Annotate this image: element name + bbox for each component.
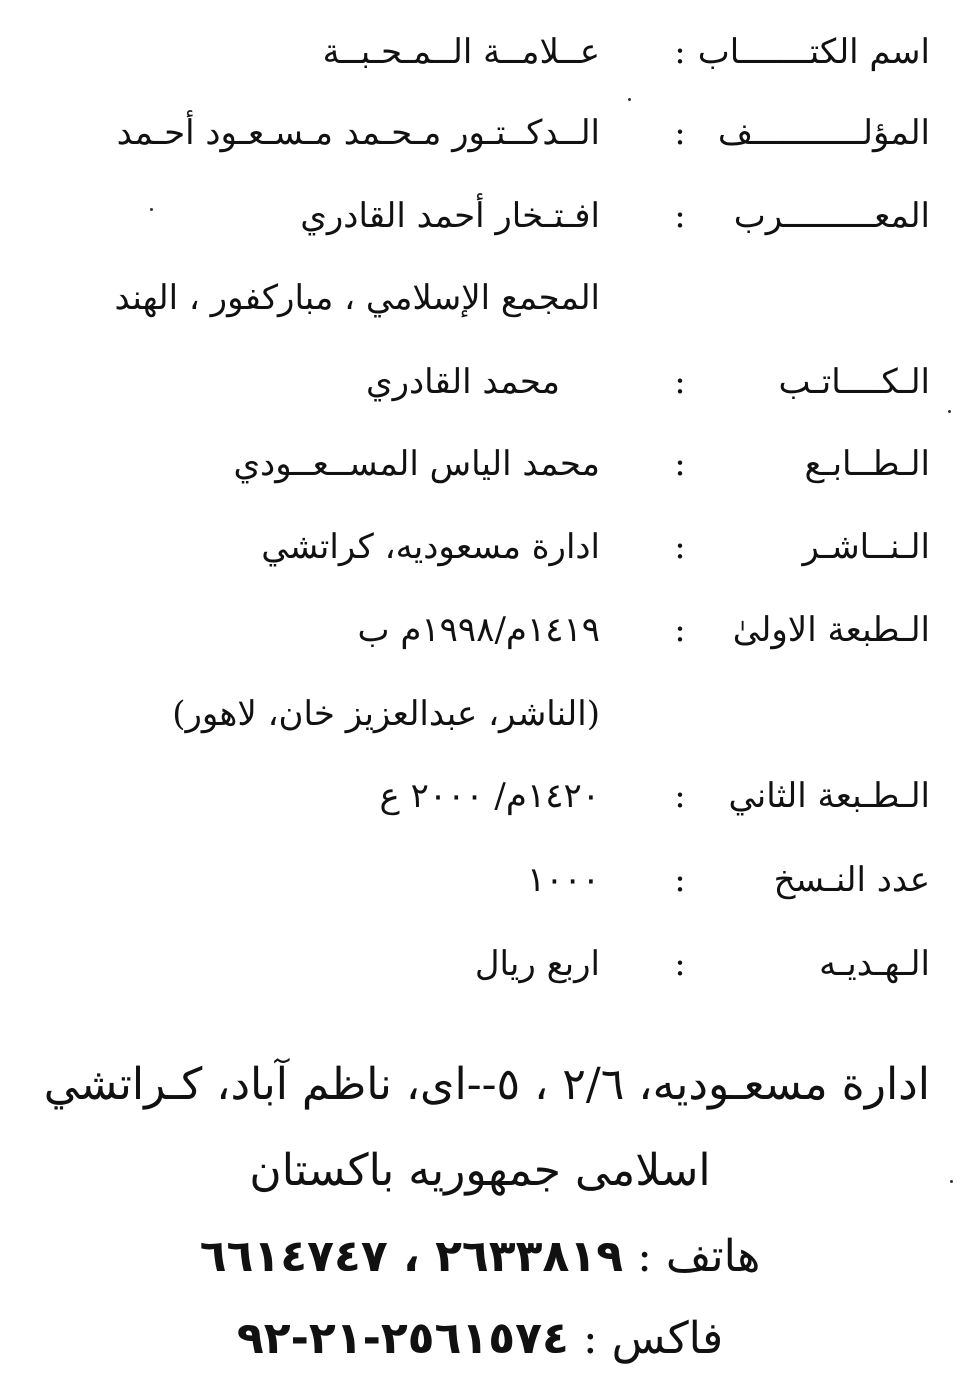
detail-row-copies: [30, 850, 930, 910]
detail-row-first-edition: [30, 600, 930, 660]
detail-label: الـطــابـع: [804, 444, 930, 484]
footer-phone: [20, 1222, 940, 1292]
detail-row-price: [30, 934, 930, 994]
detail-row-printer: [30, 434, 930, 494]
detail-label: الـنــاشـر: [802, 527, 930, 567]
detail-row-book-title: [30, 22, 930, 82]
detail-value: ادارة مسعوديه، كراتشي: [261, 527, 600, 567]
detail-colon: :: [674, 610, 686, 650]
detail-colon: :: [674, 196, 686, 236]
detail-value: محمد القادري: [365, 362, 560, 402]
detail-label: الـكــــاتـب: [778, 362, 930, 402]
footer-address: ادارة مسعـوديه، ٢/٦ ، ٥--اى، ناظم آباد، كـراتشي: [43, 1059, 930, 1110]
detail-row-author: [30, 103, 930, 163]
detail-colon: :: [674, 527, 686, 567]
detail-value: ١٤١٩م/١٩٩٨م ب: [357, 610, 600, 650]
detail-label: المعـــــــــرب: [733, 196, 930, 236]
detail-value: المجمع الإسلامي ، مباركفور ، الهند: [114, 278, 600, 318]
detail-label: الـهـديـه: [819, 944, 930, 984]
phone-label: هاتف :: [637, 1231, 761, 1282]
detail-value: (الناشر، عبدالعزيز خان، لاهور): [172, 694, 600, 734]
detail-value: ١٠٠٠: [526, 860, 600, 900]
fax-label: فاكس :: [582, 1313, 724, 1364]
scan-speck: [628, 98, 631, 101]
detail-row-second-edition: [30, 766, 930, 826]
detail-value: محمد الياس المســعــودي: [233, 444, 600, 484]
detail-label: المؤلـــــــــــف: [717, 113, 930, 153]
scan-speck: [950, 1180, 953, 1183]
detail-colon: :: [674, 860, 686, 900]
detail-colon: :: [674, 944, 686, 984]
detail-value: افـتـخار أحمد القادري: [300, 196, 600, 236]
detail-value: ١٤٢٠م/ ٢٠٠٠ ع: [379, 776, 600, 816]
detail-colon: :: [674, 776, 686, 816]
detail-value: عــلامــة الــمـحـبــة: [322, 32, 600, 72]
footer-fax: [20, 1304, 940, 1374]
detail-value: الــدكــتـور مـحـمد مـسـعـود أحـمد: [116, 113, 600, 153]
scan-speck: [948, 410, 951, 413]
detail-label: عدد النـسخ: [773, 860, 930, 900]
detail-colon: :: [674, 362, 686, 402]
fax-number: ٢٥٦١٥٧٤-٢١-٩٢: [236, 1313, 569, 1364]
detail-row-first-edition-publisher: [30, 684, 930, 744]
detail-label: الـطـبعة الثاني: [728, 776, 930, 816]
detail-row-translator: [30, 186, 930, 246]
detail-row-translator-institution: [30, 268, 930, 328]
detail-value: اربع ريال: [474, 944, 600, 984]
phone-numbers: ٢٦٣٣٨١٩ ، ٦٦١٤٧٤٧: [199, 1231, 624, 1282]
detail-colon: :: [674, 444, 686, 484]
detail-row-scribe: [30, 352, 930, 412]
detail-label: الـطبعة الاولىٰ: [732, 610, 930, 650]
scan-speck: [150, 208, 153, 211]
detail-colon: :: [674, 32, 686, 72]
detail-row-publisher: [30, 517, 930, 577]
footer-country: اسلامى جمهوريه باكستان: [249, 1145, 711, 1196]
detail-colon: :: [674, 113, 686, 153]
detail-label: اسم الكتـــــــاب: [697, 32, 930, 72]
